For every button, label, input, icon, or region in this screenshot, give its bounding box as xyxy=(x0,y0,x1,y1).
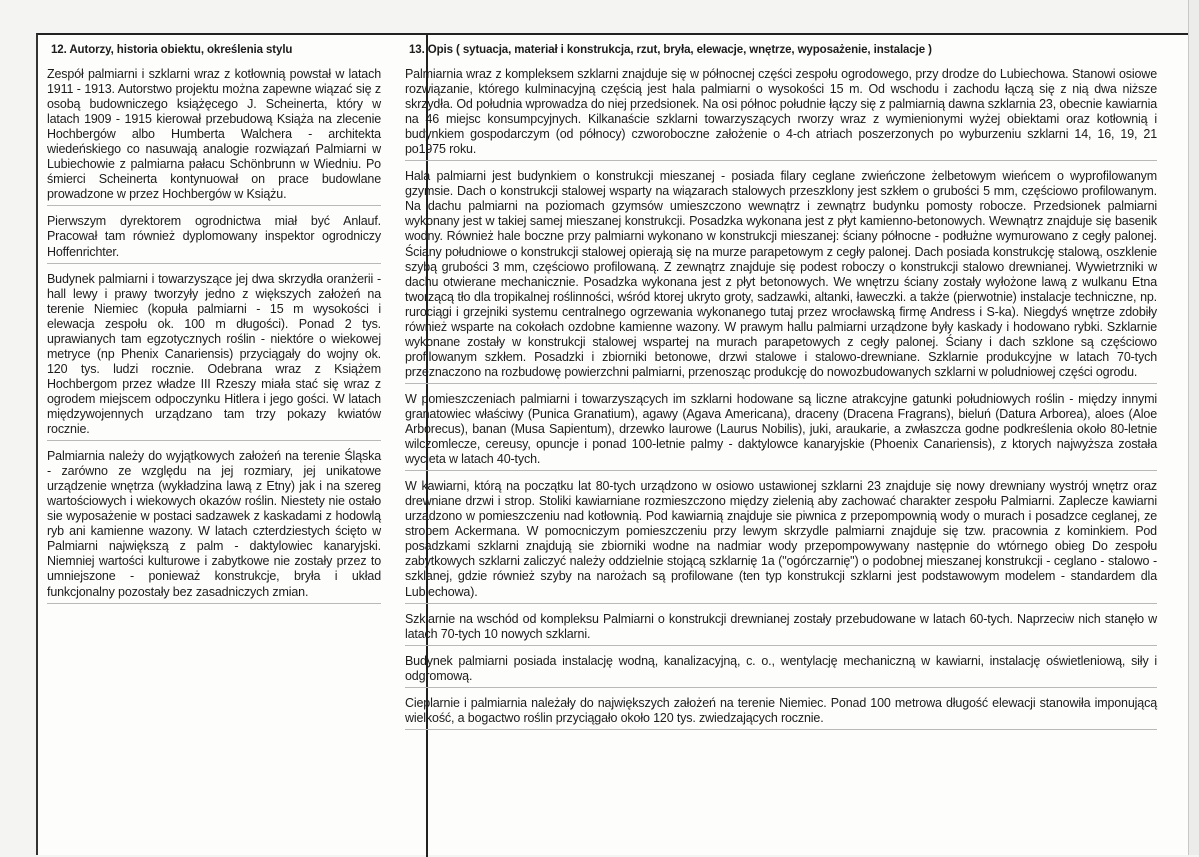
paragraph-uniqueness: Palmiarnia należy do wyjątkowych założeń na terenie Śląska - zarówno ze względu na jej rozmiary, jej unikatowe urządzenie wnętrza (wykładzina lawą z Etny) jak i na szereg wartościowych i wiekowych okazów roślin. Niestety nie ostało sie wyposażenie w postaci sadzawek z kaskadami z hodowlą ryb ani kamienne wazony. W latach czterdziestych ścięto w Palmiarni największą z palm - daktylowiec kanaryjski. Niemniej wartości kulturowe i zabytkowe nie zostały przez to umniejszone - ponieważ konstrukcje, bryła i układ funkcjonalny pozostały bez zasadniczych zmian. xyxy=(47,449,381,603)
paragraph-authors-history: Zespół palmiarni i szklarni wraz z kotłownią powstał w latach 1911 - 1913. Autorstwo projektu można zapewne wiązać się z osobą budowniczego książęcego J. Scheinerta, który w latach 1909 - 1915 kierował przebudową Książa na zlecenie Hochbergów albo Humberta Walchera - architekta wiedeńskiego co nasuwają analogie rozwiązań Palmiarni w Lubiechowie z palmiarna pałacu Schönbrunn w Wiedniu. Po śmierci Scheinerta kontynuował on prace budowlane prowadzone w przez Hochbergów w Książu. xyxy=(47,67,381,206)
paragraph-building-orangery: Budynek palmiarni i towarzyszące jej dwa skrzydła oranżerii - hall lewy i prawy tworzyły jedno z większych założeń na terenie Niemiec (kopuła palmiarni - 15 m wysokości i elewacja zespołu ok. 100 m długości). Ponad 2 tys. uprawianych tam egzotycznych roślin - niektóre o wiekowej metryce (np Phenix Canariensis) przyciągały do wojny ok. 120 tys. ludzi rocznie. Odebrana wraz z Książem Hochbergom przez władze III Rzeszy miała stać się wraz z ogrodem miejscem odpoczynku Hitlera i jego gości. W latach międzywojennych urządzano tam trzy pokazy kwiatów rocznie. xyxy=(47,272,381,442)
section-12-heading: 12. Autorzy, historia obiektu, określenia stylu xyxy=(51,44,293,56)
document-page xyxy=(36,33,1188,855)
paragraph-east-greenhouses: Szklarnie na wschód od kompleksu Palmiarni o konstrukcji drewnianej zostały przebudowane w latach 60-tych. Naprzeciw nich stanęło w latach 70-tych 10 nowych szklarni. xyxy=(405,612,1157,646)
scan-edge xyxy=(1188,0,1199,855)
paragraph-size: Cieplarnie i palmiarnia należały do największych założeń na terenie Niemiec. Ponad 100 metrowa długość elewacji stanowiła imponującą wielkość, a bogactwo roślin przyciągało około 120 tys. zwiedzających rocznie. xyxy=(405,696,1157,730)
section-13-heading: 13. Opis ( sytuacja, materiał i konstrukcja, rzut, bryła, elewacje, wnętrze, wyposażenie, instalacje ) xyxy=(409,44,932,56)
paragraph-construction: Hala palmiarni jest budynkiem o konstrukcji mieszanej - posiada filary ceglane zwieńczone żelbetowym wieńcem o wyprofilowanym gzymsie. Dach o konstrukcji stalowej wsparty na wiązarach stalowych przeszklony jest szkłem o grubości 5 mm, częściowo profilowanym. Na dachu palmiarni na poziomach gzymsów umieszczono wewnątrz i zewnątrz budynku pomosty robocze. Przedsionek palmiarni wykonany jest w takiej samej mieszanej konstrukcji. Posadzka wykonana jest z płyt kamienno-betonowych. Wewnątrz znajduje się basenik wodny. Również hale boczne przy palmiarni wykonano w konstrukcji mieszanej: ściany północne - podłużne wymurowano z cegły palonej. Ściany południowe o konstrukcji stalowej opierają się na murze parapetowym z cegły palonej. Dach posiada konstrukcję stalową, oszklenie szybą grubości 3 mm, częściowo profilowaną. Z zewnątrz znajduje się podest roboczy o konstrukcji stalowo drewnianej. Wywietrzniki w dachu otwierane mechanicznie. Posadzka wykonana jest z płyt betonowych. We wnętrzu ściany zostały wyłożone lawą z wulkanu Etna tworzącą tło dla tropikalnej roślinności, wśród ktorej ukryto groty, sadzawki, altanki, ławeczki. a także (pierwotnie) instalacje techniczne, np. rurociągi i grzejniki systemu centralnego ogrzewania wykonanego tutaj przez wrocławską firmę Andress i S-ka). Niegdyś wnętrze zdobiły również wsparte na cokołach ozdobne kamienne wazony. W prawym hallu palmiarni urządzone były kaskady i hodowano rybki. Szklarnie wykonane zostały w konstrukcji stalowej wspartej na murach parapetowych z cegły palonej. Ściany i dach szklone są częściowo profilowanym szkłem. Posadzki i zbiorniki betonowe, drzwi stalowe i stalowo-drewniane. Szklarnie produkcyjne w latach 70-tych przeznaczono na rozbudowę powierzchni palmiarni, przenosząc produkcję do nowozbudowanych szklarni w poludniowej części ogrodu. xyxy=(405,169,1157,384)
paragraph-cafe: W kawiarni, którą na początku lat 80-tych urządzono w osiowo ustawionej szklarni 23 znajduje się nowy drewniany wystrój wnętrz oraz drewniane drzwi i strop. Stoliki kawiarniane rozmieszczono między zielenią aby zachować charakter zespołu Palmiarni. Zaplecze kawiarni urzadzono w pomieszczeniu nad kotłownią. Pod kawiarnią znajduje sie piwnica z przepompownią wody o murach i posadzce ceglanej, ze stropem Ackermana. W pomocniczym pomieszczeniu przy lewym skrzydle palmiarni znajduje się tzw. pracownia z kominkiem. Pod posadzkami szklarni znajdują sie zbiorniki wodne na nadmiar wody przepompowywany następnie do wtórnego obieg Do zespołu zabytkowych szklarni zaliczyć należy oddzielnie stojącą szklarnię 1a ("ogórczarnię") o podobnej mieszanej konstrukcji - ceglano - stalowo - szklanej, gdzie również szyby na narożach są profilowane (ten typ konstrukcji szklarni jest podstawowym modelem - standardem dla Lubiechowa). xyxy=(405,479,1157,603)
left-column xyxy=(47,43,381,612)
paragraph-situation: Palmiarnia wraz z kompleksem szklarni znajduje się w północnej części zespołu ogrodowego, przy drodze do Lubiechowa. Stanowi osiowe rozwiązanie, którego kulminacyjną częścią jest hala palmiarni o wysokości 15 m. Od wschodu i zachodu łączą się z nią dwa niższe skrzydła. Od południa wprowadza do niej przedsionek. Na osi północ południe łączy się z palmiarnią dawna szklarnia 23, obecnie kawiarnia na 46 miejsc konsumpcyjnych. Kilkanaście szklarni towarzyszących rworzy wraz z wymienionymi wyżej obiektami oraz kotłownią i budynkiem gospodarczym (od północy) czworoboczne założenie o 4-ch atriach poszerzonych po wyburzeniu szklarni 14, 16, 19, 21 po1975 roku. xyxy=(405,67,1157,161)
paragraph-plants: W pomieszczeniach palmiarni i towarzyszących im szklarni hodowane są liczne atrakcyjne gatunki południowych roślin - między innymi granatowiec właściwy (Punica Granatium), agawy (Agava Americana), draceny (Dracena Fragrans), bieluń (Datura Arborea), aloes (Aloe Arborecus), banan (Musa Sapientum), drzewko laurowe (Laurus Nobilis), juki, araukarie, a zwłaszcza godne podkreślenia około 80-letnie wilczomlecze, cereusy, opuncje i ponad 100-letnie palmy - daktylowce kanaryjskie (Phoenix Canariensis), z ktorych najwyższa została wycieta w latach 40-tych. xyxy=(405,392,1157,471)
paragraph-director: Pierwszym dyrektorem ogrodnictwa miał być Anlauf. Pracował tam również dyplomowany inspektor ogrodniczy Hoffenrichter. xyxy=(47,214,381,263)
right-column xyxy=(405,43,1157,738)
paragraph-installations: Budynek palmiarni posiada instalację wodną, kanalizacyjną, c. o., wentylację mechaniczną w kawiarni, instalację oświetleniową, siły i odgromową. xyxy=(405,654,1157,688)
